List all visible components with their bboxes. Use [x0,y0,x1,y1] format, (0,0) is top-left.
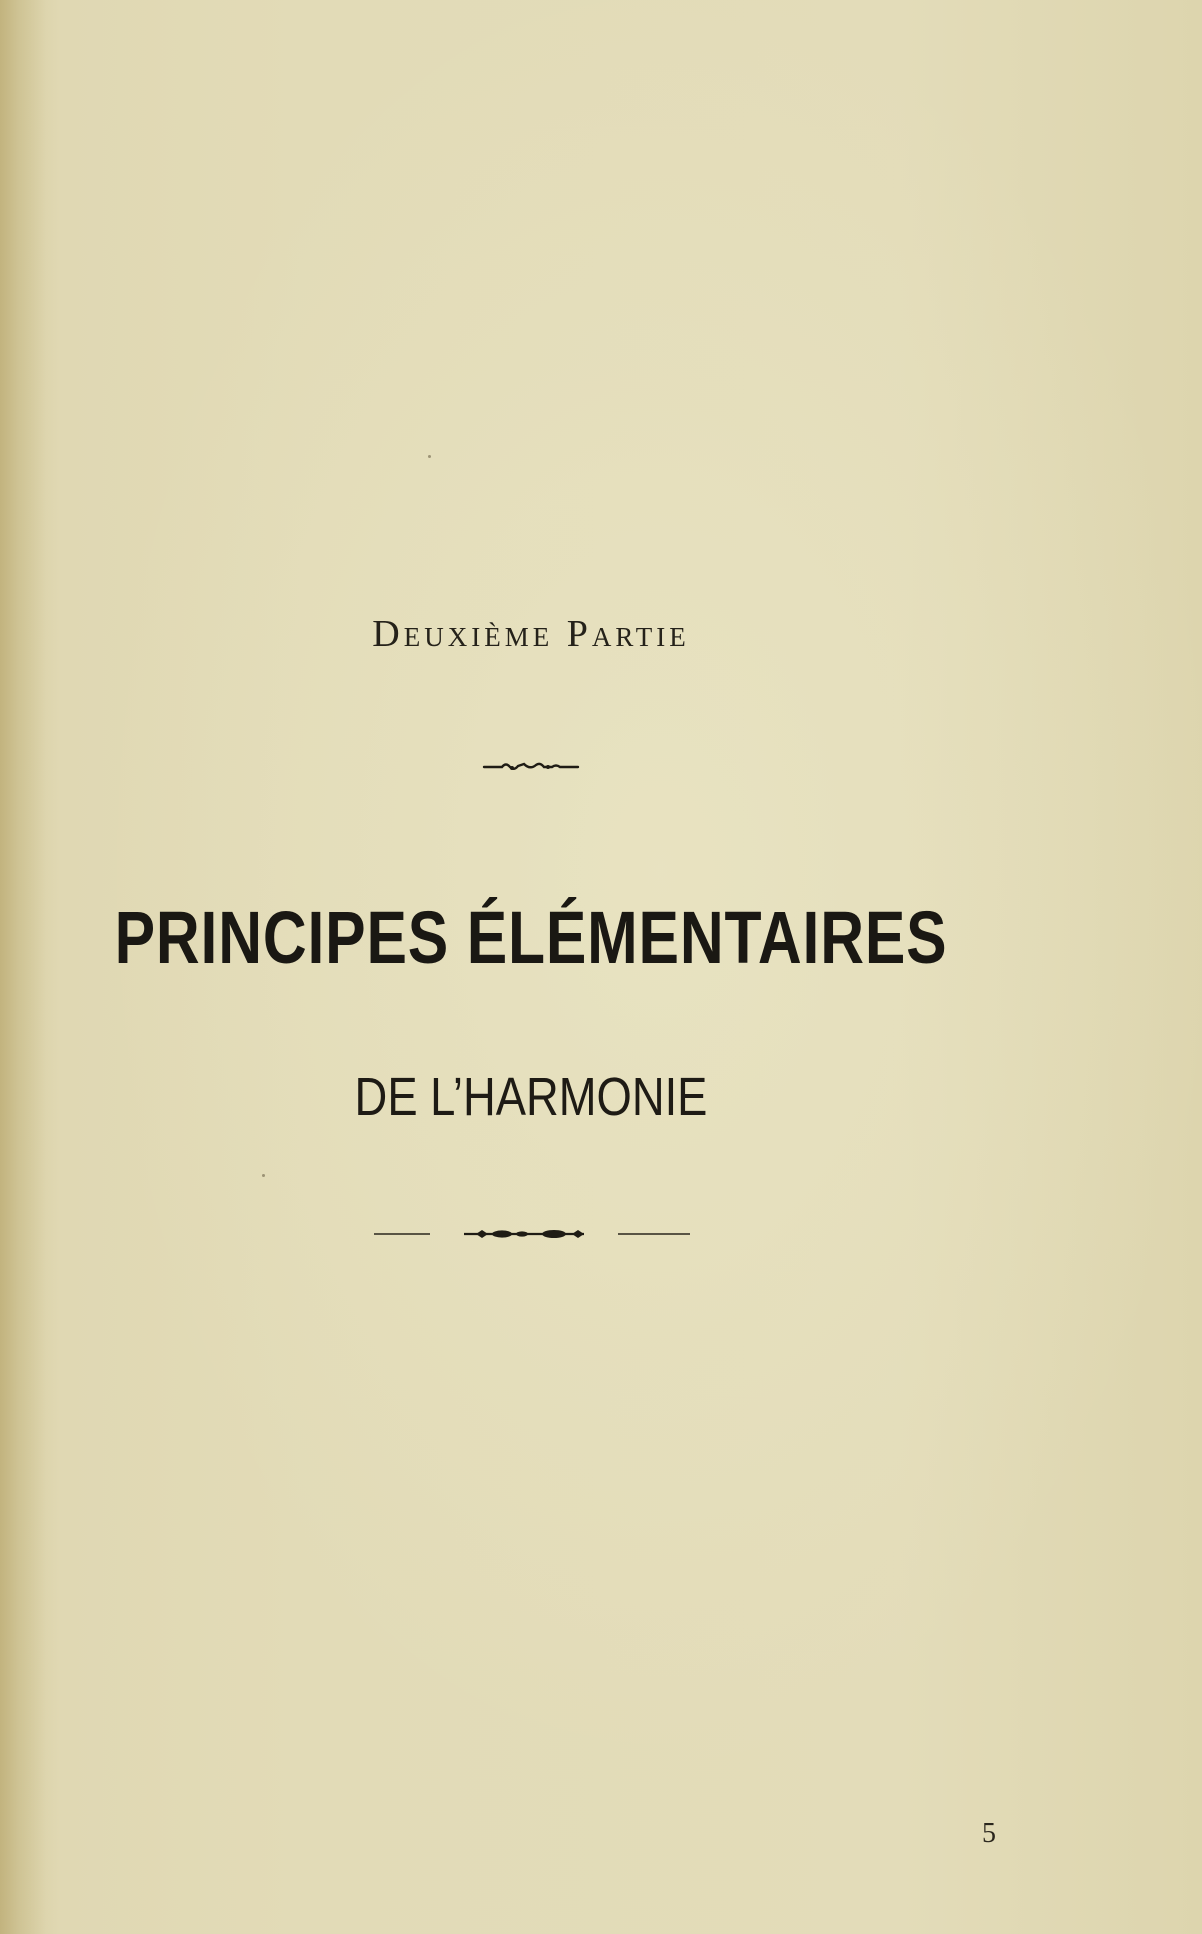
page-number: 5 [982,1818,996,1849]
paper-speck [262,1174,265,1177]
rule-ornament [372,1226,692,1242]
title-subtitle: DE L’HARMONIE [354,1067,708,1127]
small-flourish-ornament [482,756,580,776]
page-gutter-shadow [0,0,46,1934]
title-main: PRINCIPES ÉLÉMENTAIRES [114,896,948,979]
part-heading: Deuxième Partie [372,613,690,655]
paper-speck [428,455,431,458]
